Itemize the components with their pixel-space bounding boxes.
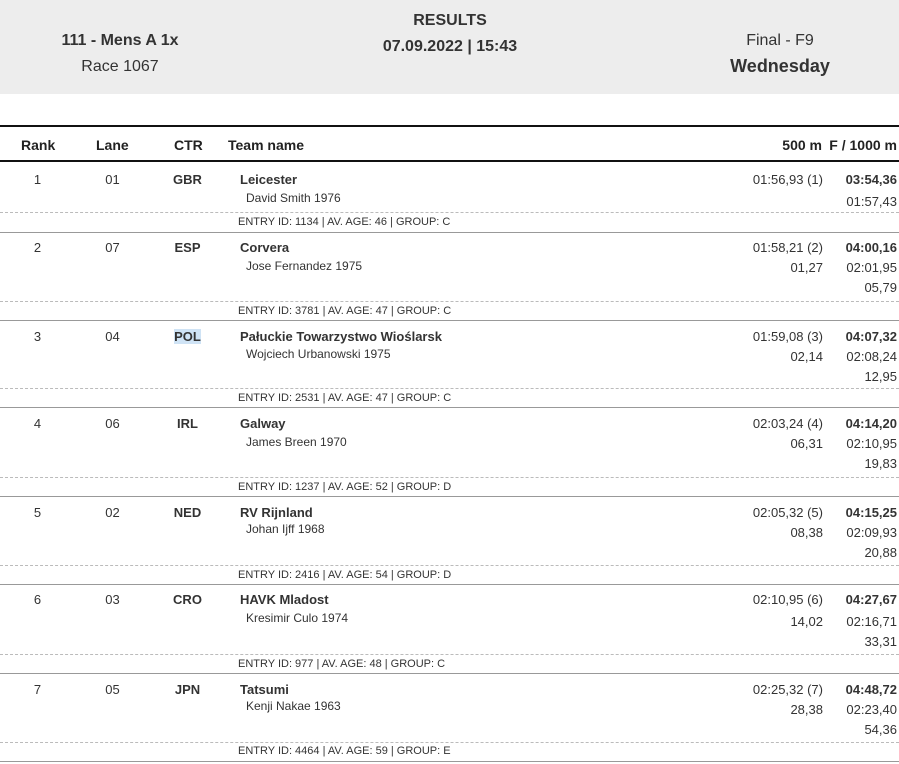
- rank: 6: [33, 592, 42, 607]
- entry-info: ENTRY ID: 4464 | AV. AGE: 59 | GROUP: E: [238, 745, 451, 757]
- race-phase: Final - F9: [746, 32, 814, 49]
- entry-info: ENTRY ID: 977 | AV. AGE: 48 | GROUP: C: [238, 658, 446, 670]
- final-time: 04:15,25: [845, 505, 897, 520]
- results-info: [350, 12, 550, 56]
- team-name: Leicester: [240, 172, 298, 187]
- col-split: 500 m: [782, 137, 822, 153]
- split-diff: 02,14: [790, 349, 823, 364]
- final-split: 02:09,93: [846, 525, 897, 540]
- row-divider: [0, 301, 899, 302]
- results-title: RESULTS: [413, 12, 487, 29]
- athlete: Kresimir Culo 1974: [246, 611, 349, 625]
- team-name: Tatsumi: [240, 682, 289, 697]
- team-name: Galway: [240, 416, 286, 431]
- rank: 3: [33, 329, 42, 344]
- final-split: 02:16,71: [846, 614, 897, 629]
- col-team: Team name: [228, 137, 304, 153]
- country: JPN: [174, 682, 201, 697]
- final-split: 02:01,95: [846, 260, 897, 275]
- rank: 1: [33, 172, 42, 187]
- entry-info: ENTRY ID: 1237 | AV. AGE: 52 | GROUP: D: [238, 481, 452, 493]
- country-highlight: POL: [174, 329, 201, 344]
- split-time: 02:05,32 (5): [752, 505, 823, 520]
- team-name: Pałuckie Towarzystwo Wioślarsk: [240, 329, 442, 344]
- split-time: 02:03,24 (4): [752, 416, 823, 431]
- row-divider: [0, 565, 899, 566]
- split-diff: 28,38: [790, 702, 823, 717]
- col-lane: Lane: [96, 137, 129, 153]
- lane: 05: [105, 682, 120, 697]
- event-info: [20, 32, 220, 76]
- rank: 5: [33, 505, 42, 520]
- final-time: 04:14,20: [845, 416, 897, 431]
- final-diff: 05,79: [864, 280, 897, 295]
- split-time: 01:58,21 (2): [752, 240, 823, 255]
- team-name: RV Rijnland: [240, 505, 313, 520]
- col-ctr: CTR: [174, 137, 203, 153]
- athlete: Jose Fernandez 1975: [246, 259, 363, 273]
- final-diff: 12,95: [864, 369, 897, 384]
- split-time: 01:59,08 (3): [752, 329, 823, 344]
- athlete: Johan Ijff 1968: [246, 522, 325, 536]
- row-divider: [0, 388, 899, 389]
- final-time: 04:48,72: [845, 682, 897, 697]
- col-final: F / 1000 m: [829, 137, 897, 153]
- athlete: James Breen 1970: [246, 435, 347, 449]
- country: ESP: [174, 240, 201, 255]
- final-time: 03:54,36: [845, 172, 897, 187]
- split-diff: 14,02: [790, 614, 823, 629]
- entry-info: ENTRY ID: 2416 | AV. AGE: 54 | GROUP: D: [238, 569, 452, 581]
- row-separator: [0, 232, 899, 233]
- final-split: 02:23,40: [846, 702, 897, 717]
- race-number: Race 1067: [81, 58, 159, 75]
- final-diff: 54,36: [864, 722, 897, 737]
- col-rank: Rank: [21, 137, 56, 153]
- row-separator: [0, 320, 899, 321]
- final-split: 02:08,24: [846, 349, 897, 364]
- athlete: Wojciech Urbanowski 1975: [246, 347, 391, 361]
- split-time: 02:25,32 (7): [752, 682, 823, 697]
- split-diff: 06,31: [790, 436, 823, 451]
- lane: 07: [105, 240, 120, 255]
- split-diff: 01,27: [790, 260, 823, 275]
- final-diff: 19,83: [864, 456, 897, 471]
- lane: 06: [105, 416, 120, 431]
- lane: 04: [105, 329, 120, 344]
- rank: 2: [33, 240, 42, 255]
- row-separator: [0, 407, 899, 408]
- athlete: Kenji Nakae 1963: [246, 699, 341, 713]
- split-time: 02:10,95 (6): [752, 592, 823, 607]
- entry-info: ENTRY ID: 2531 | AV. AGE: 47 | GROUP: C: [238, 392, 452, 404]
- lane: 01: [105, 172, 120, 187]
- country: IRL: [177, 416, 198, 431]
- row-divider: [0, 212, 899, 213]
- entry-info: ENTRY ID: 1134 | AV. AGE: 46 | GROUP: C: [238, 216, 451, 228]
- rank: 7: [33, 682, 42, 697]
- row-separator: [0, 584, 899, 585]
- entry-info: ENTRY ID: 3781 | AV. AGE: 47 | GROUP: C: [238, 305, 452, 317]
- split-diff: 08,38: [790, 525, 823, 540]
- event-name: 111 - Mens A 1x: [61, 32, 179, 49]
- lane: 03: [105, 592, 120, 607]
- rank: 4: [33, 416, 42, 431]
- row-separator: [0, 761, 899, 762]
- phase-info: [680, 32, 880, 77]
- lane: 02: [105, 505, 120, 520]
- table-header: [0, 125, 899, 162]
- country: CRO: [173, 592, 202, 607]
- country: GBR: [173, 172, 202, 187]
- final-split: 01:57,43: [846, 194, 897, 209]
- final-time: 04:00,16: [845, 240, 897, 255]
- country: [150, 329, 225, 344]
- final-split: 02:10,95: [846, 436, 897, 451]
- final-diff: 20,88: [864, 545, 897, 560]
- race-datetime: 07.09.2022 | 15:43: [382, 38, 518, 55]
- row-separator: [0, 496, 899, 497]
- team-name: HAVK Mladost: [240, 592, 329, 607]
- row-divider: [0, 742, 899, 743]
- final-diff: 33,31: [864, 634, 897, 649]
- final-time: 04:27,67: [845, 592, 897, 607]
- final-time: 04:07,32: [845, 329, 897, 344]
- country: NED: [173, 505, 202, 520]
- split-time: 01:56,93 (1): [752, 172, 823, 187]
- results-header: [0, 0, 899, 94]
- row-divider: [0, 477, 899, 478]
- team-name: Corvera: [240, 240, 290, 255]
- race-day: Wednesday: [730, 56, 830, 76]
- row-divider: [0, 654, 899, 655]
- athlete: David Smith 1976: [246, 191, 341, 205]
- row-separator: [0, 673, 899, 674]
